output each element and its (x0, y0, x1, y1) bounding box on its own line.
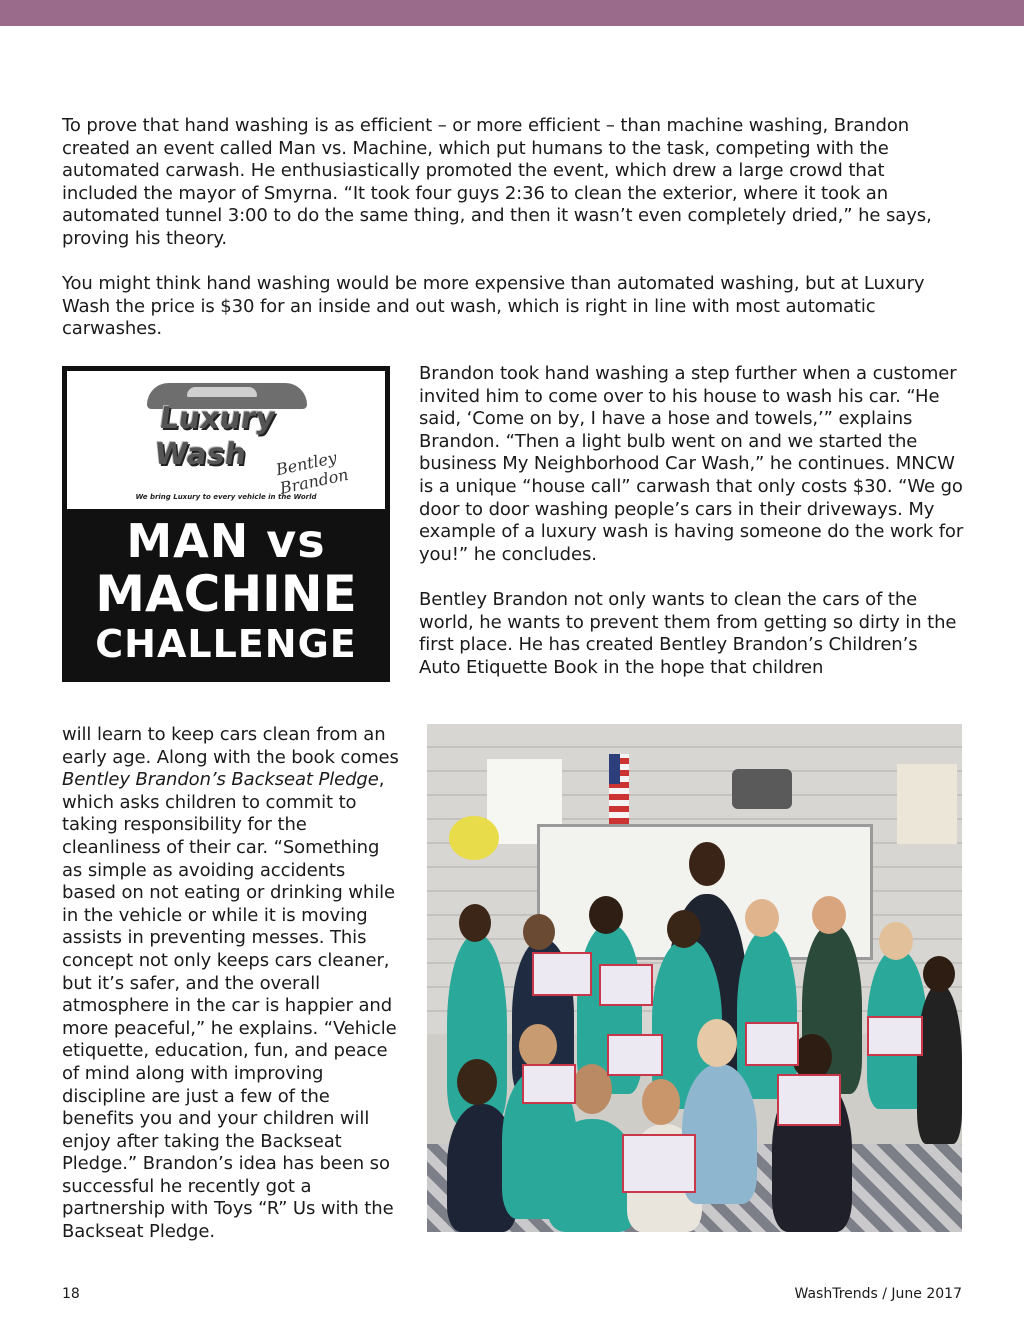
page-number: 18 (62, 1286, 80, 1302)
pledge-title: Bentley Brandon’s Backseat Pledge (62, 769, 379, 791)
signature: Bentley Brandon (274, 447, 351, 498)
article-paragraph: To prove that hand washing is as efficient – or more efficient – than machine washing, Brandon created an event called Man vs. Machine, which put humans to the task, competing with the automated carwash. He enthusiastically promoted the event, which drew a large crowd that included the mayor of Smyrna. “It took four guys 2:36 to clean the exterior, where it took an automated tunnel 3:00 to do the same thing, and then it wasn’t even completely dried,” he says, proving his theory. (62, 115, 932, 249)
article-paragraph: You might think hand washing would be more expensive than automated washing, but at Luxury Wash the price is $30 for an inside and out wash, which is right in line with most automatic carwashes. (62, 273, 925, 340)
article-paragraph: Bentley Brandon not only wants to clean the cars of the world, he wants to prevent them from getting so dirty in the first place. He has created Bentley Brandon’s Children’s Auto Etiquette Book in the hope that children (419, 589, 957, 678)
logo-tagline: We bring Luxury to every vehicle in the World (135, 493, 317, 501)
luxury-wash-logo (67, 371, 385, 509)
article-paragraph: will learn to keep cars clean from an early age. Along with the book comes Bentley Brandon’s Backseat Pledge, which asks children to commit to taking responsibility for the cleanliness of their car. “Something as simple as avoiding accidents based on not eating or drinking while in the vehicle or while it is moving assists in preventing messes. This concept not only keeps cars cleaner, but it’s safer, and the overall atmosphere in the car is happier and more peaceful,” he explains. “Vehicle etiquette, education, fun, and peace of mind along with improving discipline are just a few of the benefits you and your children will enjoy after taking the Backseat Pledge.” Brandon’s idea has been so successful he recently got a partnership with Toys “R” Us with the Backseat Pledge. (62, 724, 399, 1243)
classroom-photo (427, 724, 962, 1232)
challenge-title: MAN vs MACHINE CHALLENGE (95, 514, 357, 666)
publication-info: WashTrends / June 2017 (794, 1286, 962, 1302)
article-paragraph: Brandon took hand washing a step further when a customer invited him to come over to his house to wash his car. “He said, ‘Come on by, I have a hose and towels,’” explains Brandon. “Then a light bulb went on and we started the business My Neighborhood Car Wash,” he continues. MNCW is a unique “house call” carwash that only costs $30. “We go door to door washing people’s cars in their driveways. My example of a luxury wash is having someone do the work for you!” he concludes. (419, 363, 964, 565)
man-vs-machine-logo (62, 366, 390, 682)
header-color-bar (0, 0, 1024, 26)
brand-name: Luxury Wash (152, 401, 278, 472)
